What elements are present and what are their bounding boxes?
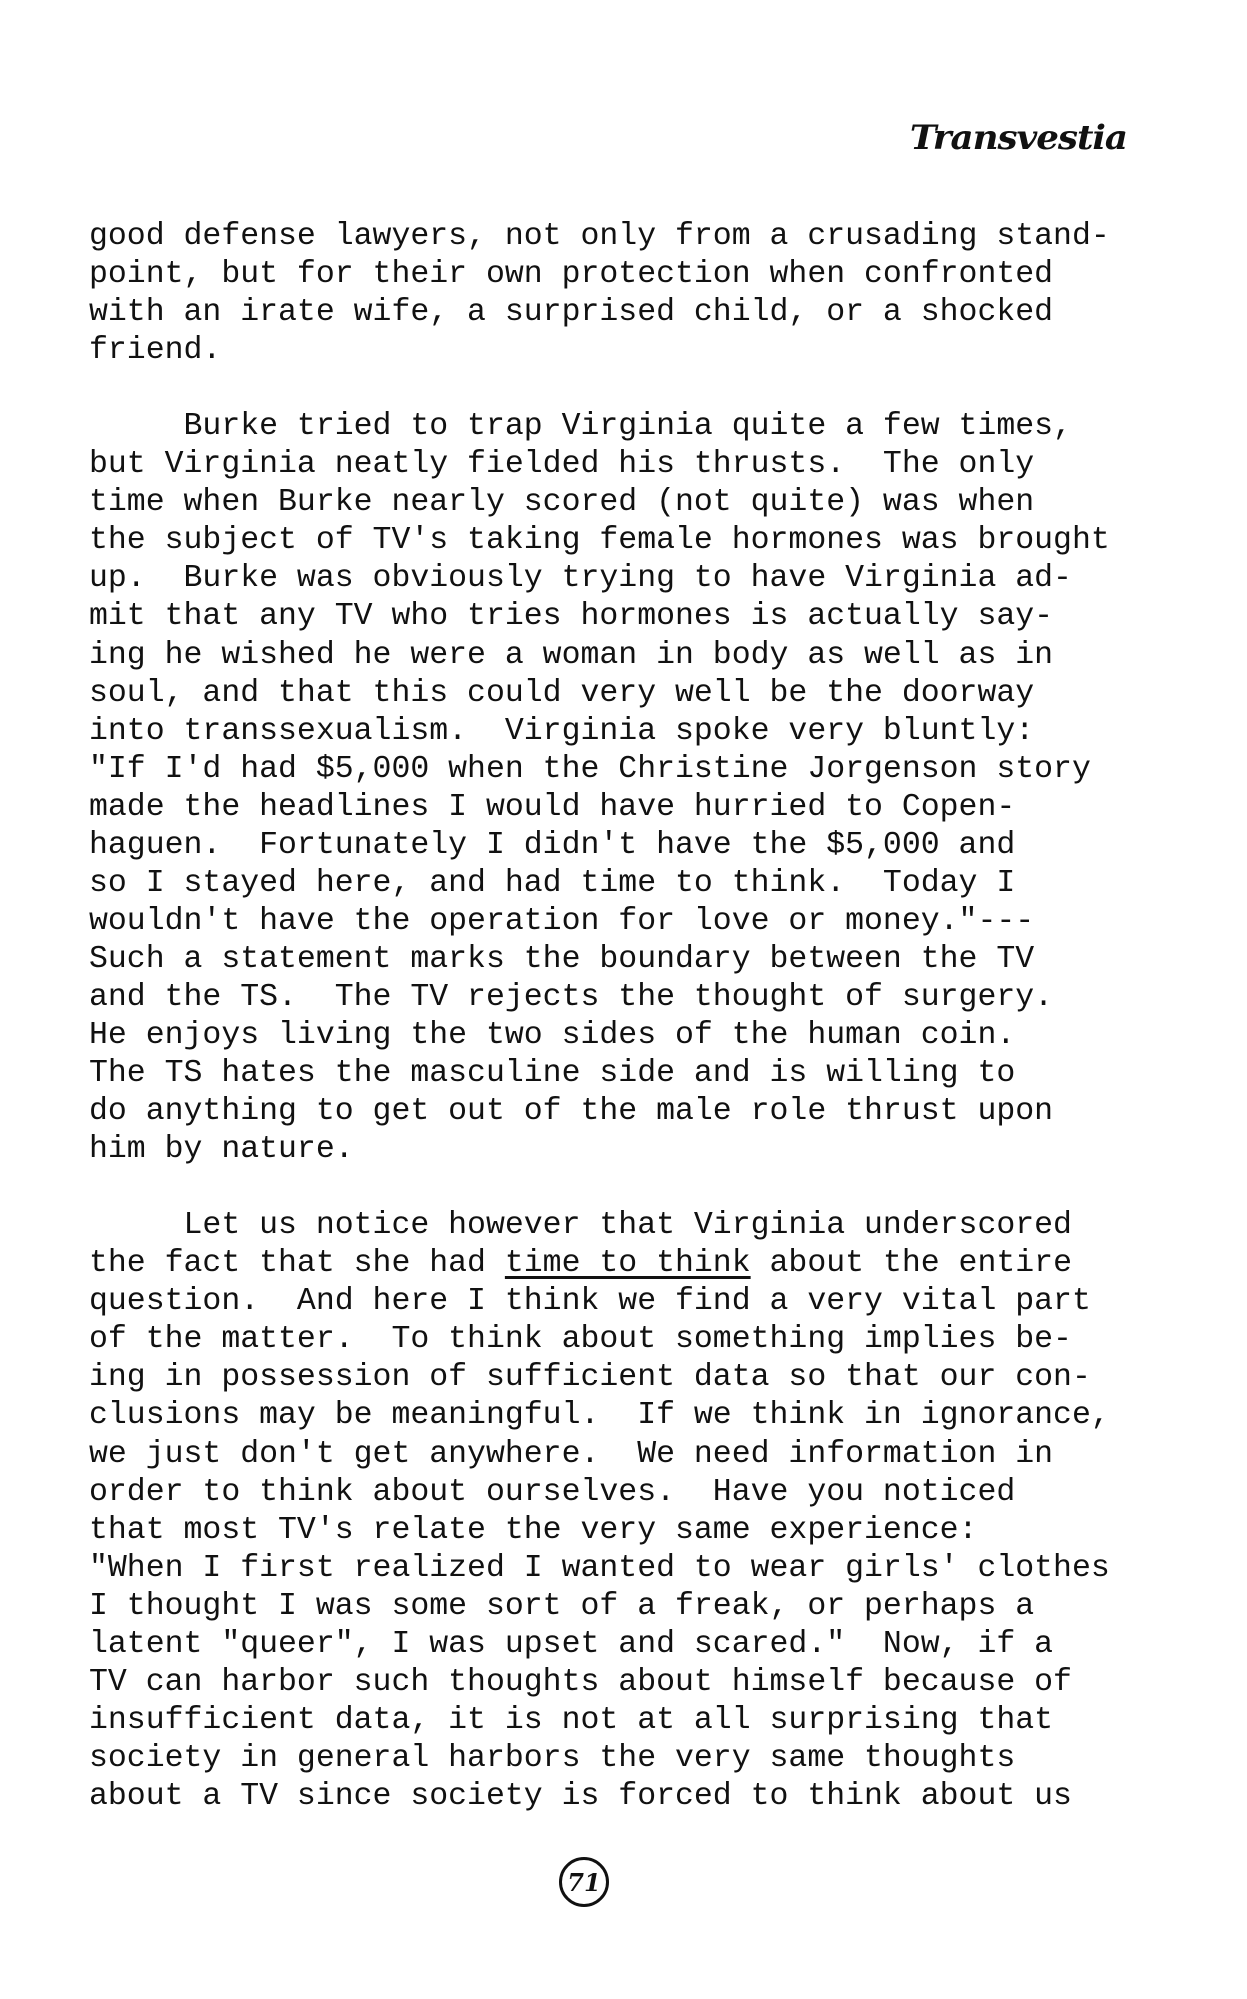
text-line: ing he wished he were a woman in body as well as in xyxy=(89,637,1054,673)
paragraph-gap xyxy=(89,1169,1110,1207)
text-line: about a TV since society is forced to think about us xyxy=(89,1778,1072,1814)
text-line: TV can harbor such thoughts about himself because of xyxy=(89,1664,1072,1700)
text-line: The TS hates the masculine side and is willing to xyxy=(89,1056,1016,1092)
text-line: of the matter. To think about something implies be- xyxy=(89,1322,1072,1358)
text-line: insufficient data, it is not at all surprising that xyxy=(89,1702,1054,1738)
page-number-label: 71 xyxy=(567,1867,601,1897)
text-line: time when Burke nearly scored (not quite) was when xyxy=(89,485,1035,521)
page-number xyxy=(559,1857,609,1907)
text-line: good defense lawyers, not only from a crusading stand- xyxy=(89,219,1110,254)
text-line: do anything to get out of the male role thrust upon xyxy=(89,1094,1054,1130)
text-line: the subject of TV's taking female hormones was brought xyxy=(89,523,1110,559)
text-line xyxy=(89,1245,1110,1283)
masthead-logo: Transvestia xyxy=(909,118,1127,158)
text-line: latent "queer", I was upset and scared." Now, if a xyxy=(89,1626,1054,1662)
text-line: point, but for their own protection when confronted xyxy=(89,257,1054,293)
text-line: haguen. Fortunately I didn't have the $5,000 and xyxy=(89,827,1016,863)
text-line: made the headlines I would have hurried to Copen- xyxy=(89,789,1016,825)
text-line: Such a statement marks the boundary between the TV xyxy=(89,941,1035,977)
paragraph-gap xyxy=(89,370,1110,408)
text-line: friend. xyxy=(89,333,222,369)
text-line: question. And here I think we find a very vital part xyxy=(89,1284,1091,1320)
text-line: ing in possession of sufficient data so that our con- xyxy=(89,1360,1091,1396)
text-line: we just don't get anywhere. We need information in xyxy=(89,1436,1054,1472)
text-line: that most TV's relate the very same experience: xyxy=(89,1512,978,1548)
text-line: soul, and that this could very well be the doorway xyxy=(89,675,1035,711)
text-line: I thought I was some sort of a freak, or perhaps a xyxy=(89,1588,1035,1624)
text-line: He enjoys living the two sides of the human coin. xyxy=(89,1017,1016,1053)
text-line: "If I'd had $5,000 when the Christine Jorgenson story xyxy=(89,751,1091,787)
underlined-phrase: time to think xyxy=(504,1246,751,1282)
text-line: order to think about ourselves. Have you noticed xyxy=(89,1474,1016,1510)
text-line: "When I first realized I wanted to wear girls' clothes xyxy=(89,1550,1110,1586)
text-line: into transsexualism. Virginia spoke very bluntly: xyxy=(89,713,1035,749)
text-line: so I stayed here, and had time to think. Today I xyxy=(89,865,1016,901)
text-line: and the TS. The TV rejects the thought of surgery. xyxy=(89,979,1054,1015)
text-line: wouldn't have the operation for love or money."--- xyxy=(89,903,1035,939)
text-segment: about the entire xyxy=(750,1246,1072,1282)
text-line: society in general harbors the very same thoughts xyxy=(89,1740,1016,1776)
text-line: Burke tried to trap Virginia quite a few times, xyxy=(89,409,1072,445)
text-line: mit that any TV who tries hormones is actually say- xyxy=(89,599,1054,635)
body-text xyxy=(89,218,1110,1816)
text-line: but Virginia neatly fielded his thrusts. The only xyxy=(89,447,1035,483)
text-line: with an irate wife, a surprised child, or a shocked xyxy=(89,295,1054,331)
text-line: clusions may be meaningful. If we think in ignorance, xyxy=(89,1398,1110,1434)
text-line: Let us notice however that Virginia underscored xyxy=(89,1208,1072,1244)
text-line: up. Burke was obviously trying to have Virginia ad- xyxy=(89,561,1072,597)
text-segment: the fact that she had xyxy=(89,1246,505,1282)
text-line: him by nature. xyxy=(89,1132,354,1168)
